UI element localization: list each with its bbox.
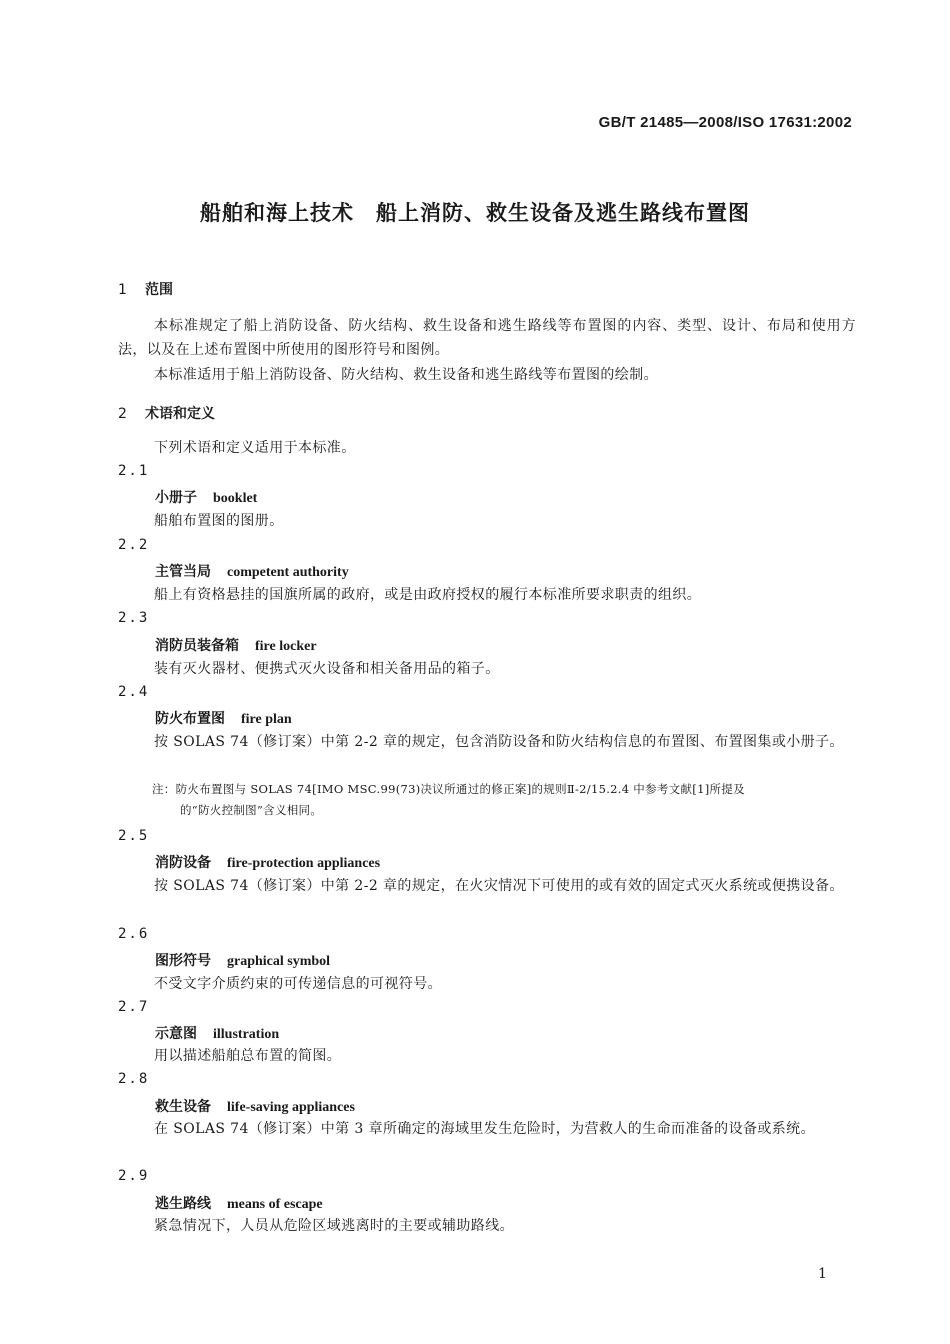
term-en: fire locker: [255, 639, 317, 654]
standard-code: GB/T 21485—2008/ISO 17631:2002: [598, 114, 852, 131]
terms-intro: 下列术语和定义适用于本标准。: [154, 440, 356, 456]
page-number: 1: [818, 1266, 827, 1282]
term-zh: 主管当局: [155, 564, 211, 580]
scope-paragraph-1: 本标准规定了船上消防设备、防火结构、救生设备和逃生路线等布置图的内容、类型、设计、布局和使用方法，以及在上述布置图中所使用的图形符号和图例。: [118, 318, 856, 358]
term-zh: 图形符号: [155, 953, 211, 969]
term-definition: 在 SOLAS 74（修订案）中第 3 章所确定的海域里发生危险时，为营救人的生命而准备的设备或系统。: [154, 1121, 815, 1137]
term-zh: 小册子: [155, 490, 197, 506]
term-heading: [155, 708, 292, 728]
term-number: 2.4: [118, 684, 150, 700]
section-2-heading: [118, 403, 215, 423]
term-definition: 船舶布置图的图册。: [154, 513, 284, 529]
term-heading: [155, 852, 380, 872]
section-title: 术语和定义: [145, 406, 215, 422]
term-en: booklet: [213, 491, 258, 506]
term-number: 2.1: [118, 463, 150, 479]
section-number: 1: [118, 282, 127, 298]
term-en: fire-protection appliances: [227, 856, 381, 871]
scope-paragraph-2: 本标准适用于船上消防设备、防火结构、救生设备和逃生路线等布置图的绘制。: [154, 367, 658, 383]
term-number: 2.3: [118, 610, 150, 626]
term-heading: [155, 635, 317, 655]
term-en: fire plan: [241, 712, 292, 727]
term-zh: 示意图: [155, 1026, 197, 1042]
section-number: 2: [118, 406, 127, 422]
term-heading: [155, 1023, 279, 1043]
term-heading: [155, 950, 330, 970]
term-zh: 防火布置图: [155, 711, 225, 727]
term-zh: 消防设备: [155, 855, 211, 871]
document-title: 船舶和海上技术 船上消防、救生设备及逃生路线布置图: [200, 201, 750, 225]
term-en: means of escape: [227, 1197, 323, 1212]
term-definition: 按 SOLAS 74（修订案）中第 2-2 章的规定，在火灾情况下可使用的或有效的固定式灭火系统或便携设备。: [154, 878, 844, 894]
term-zh: 逃生路线: [155, 1196, 211, 1212]
term-heading: [155, 1096, 355, 1116]
term-number: 2.5: [118, 828, 150, 844]
section-title: 范围: [145, 282, 173, 298]
term-number: 2.7: [118, 999, 150, 1015]
term-number: 2.6: [118, 926, 150, 942]
term-en: life-saving appliances: [227, 1100, 355, 1115]
term-number: 2.9: [118, 1168, 150, 1184]
note-line: 的“防火控制图”含义相同。: [180, 803, 323, 817]
term-number: 2.8: [118, 1071, 150, 1087]
term-en: competent authority: [227, 565, 349, 580]
section-1-heading: [118, 279, 173, 299]
note-line: 注：防火布置图与 SOLAS 74[IMO MSC.99(73)决议所通过的修正案]的规则Ⅱ-2/15.2.4 中参考文献[1]所提及: [152, 782, 745, 796]
term-definition: 紧急情况下，人员从危险区域逃离时的主要或辅助路线。: [154, 1218, 514, 1234]
term-definition: 船上有资格悬挂的国旗所属的政府，或是由政府授权的履行本标准所要求职责的组织。: [154, 587, 702, 603]
term-definition: 用以描述船舶总布置的简图。: [154, 1048, 342, 1064]
term-number: 2.2: [118, 537, 150, 553]
term-definition: 装有灭火器材、便携式灭火设备和相关备用品的箱子。: [154, 661, 500, 677]
term-zh: 消防员装备箱: [155, 638, 239, 654]
term-heading: [155, 487, 257, 507]
term-definition: 不受文字介质约束的可传递信息的可视符号。: [154, 976, 442, 992]
term-en: graphical symbol: [227, 954, 331, 969]
term-note: [152, 779, 856, 821]
term-definition: 按 SOLAS 74（修订案）中第 2-2 章的规定，包含消防设备和防火结构信息的布置图、布置图集或小册子。: [154, 734, 844, 750]
term-en: illustration: [213, 1027, 280, 1042]
term-heading: [155, 561, 349, 581]
term-zh: 救生设备: [155, 1099, 211, 1115]
term-heading: [155, 1193, 323, 1213]
